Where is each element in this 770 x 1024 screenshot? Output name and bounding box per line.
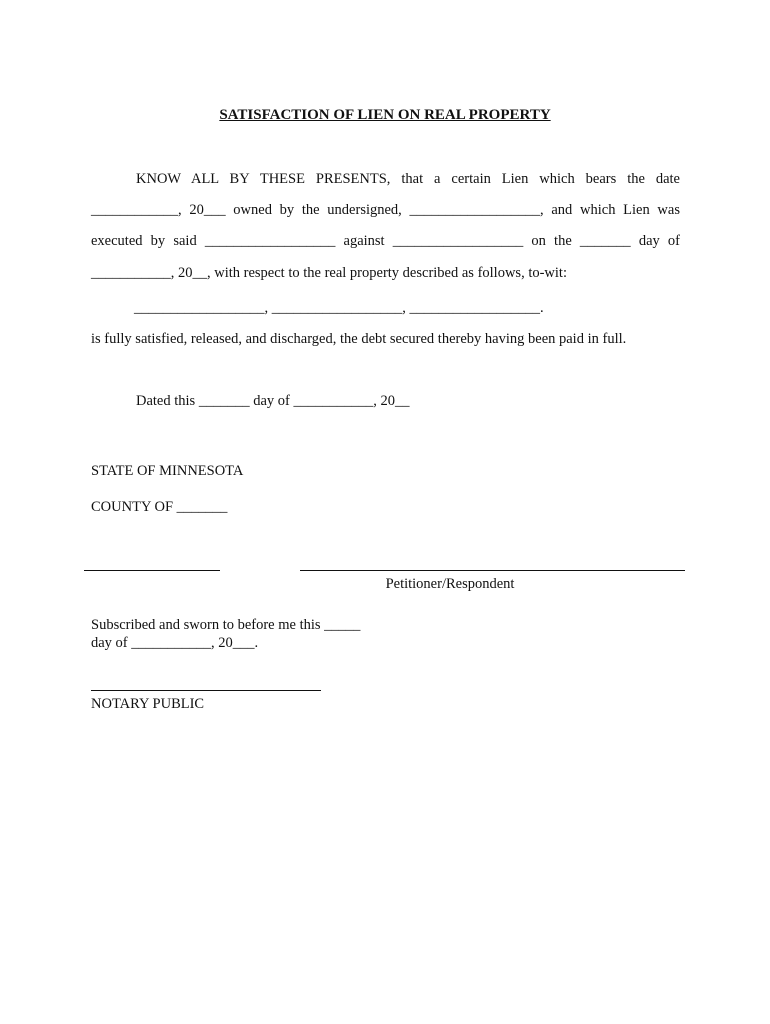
document-title: SATISFACTION OF LIEN ON REAL PROPERTY xyxy=(219,107,551,123)
property-description-blanks: __________________, __________________, __________________. xyxy=(134,300,544,316)
county-label: COUNTY OF _______ xyxy=(91,499,228,515)
notary-public-label: NOTARY PUBLIC xyxy=(91,696,205,712)
paragraph-line-1: KNOW ALL BY THESE PRESENTS, that a certain Lien which bears the date xyxy=(136,171,680,187)
notary-signature-line xyxy=(91,690,321,691)
paragraph-line-3: executed by said __________________ against __________________ on the _______ day of xyxy=(91,233,680,249)
satisfaction-statement: is fully satisfied, released, and discharged, the debt secured thereby having been paid in full. xyxy=(91,331,627,347)
paragraph-line-4: ___________, 20__, with respect to the real property described as follows, to-wit: xyxy=(91,265,567,281)
paragraph-line-2: ____________, 20___ owned by the undersigned, __________________, and which Lien was xyxy=(91,202,680,218)
subscribed-line-2: day of ___________, 20___. xyxy=(91,635,259,651)
signature-line-right xyxy=(300,570,685,571)
signature-line-left xyxy=(84,570,220,571)
dated-line: Dated this _______ day of ___________, 20__ xyxy=(136,393,410,409)
petitioner-respondent-label: Petitioner/Respondent xyxy=(385,576,515,592)
state-label: STATE OF MINNESOTA xyxy=(91,463,244,479)
subscribed-line-1: Subscribed and sworn to before me this _____ xyxy=(91,617,361,633)
